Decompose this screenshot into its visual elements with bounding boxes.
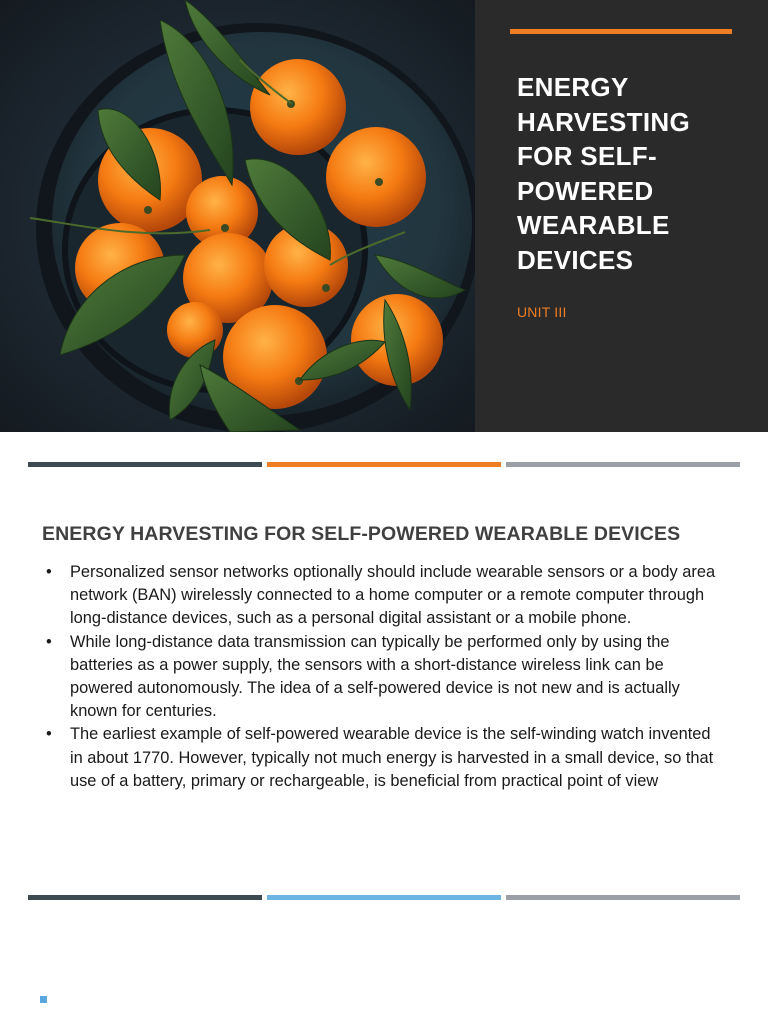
title-line: DEVICES	[517, 244, 634, 275]
divider-segment	[506, 462, 740, 467]
bullet-item	[42, 561, 722, 631]
bullet-text: The earliest example of self-powered wearable device is the self-winding watch invented in about 1770. However, typically not much energy is harvested in a small device, so that use of a battery, primary or rechargeable, is beneficial from practical point of view	[70, 725, 714, 790]
bullet-item	[42, 631, 722, 724]
slide-marker-square	[40, 996, 47, 1003]
slide-heading: ENERGY HARVESTING FOR SELF-POWERED WEARABLE DEVICES	[42, 523, 681, 545]
title-panel	[475, 0, 768, 432]
bullet-marker: •	[46, 725, 52, 744]
slide-subtitle: UNIT III	[517, 304, 567, 320]
title-line: ENERGY	[517, 72, 629, 102]
bullet-item	[42, 723, 722, 793]
slide-title	[517, 70, 757, 277]
divider-segment	[506, 895, 740, 900]
divider-segment	[28, 462, 262, 467]
tangerine-bowl-image	[0, 0, 475, 432]
divider-segment	[267, 895, 501, 900]
title-line: FOR SELF-	[517, 141, 657, 171]
divider-top	[28, 462, 740, 467]
divider-segment	[28, 895, 262, 900]
bullet-list	[42, 561, 722, 793]
bullet-text: While long-distance data transmission can typically be performed only by using the batteries as a power supply, the sensors with a short-distance wireless link can be powered autonomously. The idea of a self-powered device is not new and is actually known for centuries.	[70, 632, 680, 721]
bullet-marker: •	[46, 563, 52, 581]
title-slide	[0, 0, 768, 432]
title-line: POWERED	[517, 175, 654, 206]
divider-segment	[267, 462, 501, 467]
bullet-text: Personalized sensor networks optionally should include wearable sensors or a body area network (BAN) wirelessly connected to a home computer or a remote computer through long-distance devices, such as a personal digital assistant or a mobile phone.	[70, 563, 716, 628]
title-line: WEARABLE	[517, 210, 670, 240]
title-line: HARVESTING	[517, 106, 690, 137]
divider-bottom	[28, 895, 740, 900]
bullet-marker: •	[46, 632, 52, 651]
title-accent-line	[510, 29, 732, 34]
